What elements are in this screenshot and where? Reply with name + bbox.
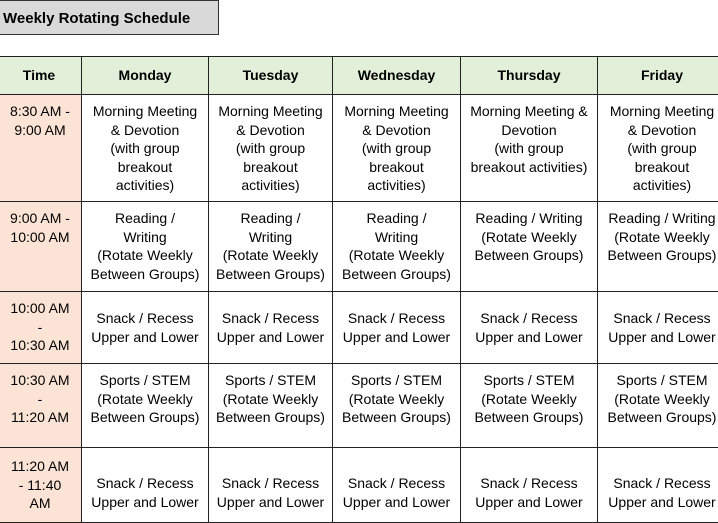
header-thursday: Thursday [461, 57, 598, 95]
schedule-cell: Sports / STEM (Rotate Weekly Between Groups) [209, 364, 333, 448]
table-row [0, 95, 718, 202]
time-cell: 9:00 AM - 10:00 AM [0, 202, 82, 292]
header-monday: Monday [82, 57, 209, 95]
schedule-cell: Snack / Recess Upper and Lower [209, 448, 333, 523]
schedule-cell: Snack / Recess Upper and Lower [461, 292, 598, 364]
schedule-cell: Snack / Recess Upper and Lower [598, 292, 718, 364]
schedule-cell: Snack / Recess Upper and Lower [598, 448, 718, 523]
schedule-cell: Reading / Writing (Rotate Weekly Between Groups) [209, 202, 333, 292]
schedule-title: Weekly Rotating Schedule [0, 0, 219, 35]
header-time: Time [0, 57, 82, 95]
time-cell: 8:30 AM - 9:00 AM [0, 95, 82, 202]
header-row [0, 57, 718, 95]
schedule-cell: Sports / STEM (Rotate Weekly Between Groups) [333, 364, 461, 448]
schedule-cell: Snack / Recess Upper and Lower [82, 448, 209, 523]
time-cell: 11:20 AM - 11:40 AM [0, 448, 82, 523]
schedule-cell: Reading / Writing (Rotate Weekly Between Groups) [461, 202, 598, 292]
table-row [0, 364, 718, 448]
schedule-cell: Snack / Recess Upper and Lower [82, 292, 209, 364]
schedule-cell: Snack / Recess Upper and Lower [461, 448, 598, 523]
schedule-cell: Sports / STEM (Rotate Weekly Between Groups) [598, 364, 718, 448]
schedule-cell: Morning Meeting & Devotion (with group breakout activities) [461, 95, 598, 202]
table-row [0, 202, 718, 292]
header-wednesday: Wednesday [333, 57, 461, 95]
schedule-cell: Morning Meeting & Devotion (with group breakout activities) [598, 95, 718, 202]
schedule-cell: Morning Meeting & Devotion (with group breakout activities) [82, 95, 209, 202]
schedule-cell: Snack / Recess Upper and Lower [333, 448, 461, 523]
schedule-cell: Sports / STEM (Rotate Weekly Between Groups) [461, 364, 598, 448]
table-row [0, 292, 718, 364]
schedule-table [0, 56, 718, 523]
header-friday: Friday [598, 57, 718, 95]
header-tuesday: Tuesday [209, 57, 333, 95]
time-cell: 10:30 AM - 11:20 AM [0, 364, 82, 448]
schedule-cell: Reading / Writing (Rotate Weekly Between Groups) [82, 202, 209, 292]
schedule-cell: Morning Meeting & Devotion (with group breakout activities) [209, 95, 333, 202]
schedule-cell: Reading / Writing (Rotate Weekly Between Groups) [598, 202, 718, 292]
table-row [0, 448, 718, 523]
schedule-cell: Morning Meeting & Devotion (with group breakout activities) [333, 95, 461, 202]
schedule-cell: Snack / Recess Upper and Lower [333, 292, 461, 364]
time-cell: 10:00 AM - 10:30 AM [0, 292, 82, 364]
schedule-cell: Reading / Writing (Rotate Weekly Between Groups) [333, 202, 461, 292]
schedule-cell: Snack / Recess Upper and Lower [209, 292, 333, 364]
schedule-cell: Sports / STEM (Rotate Weekly Between Groups) [82, 364, 209, 448]
